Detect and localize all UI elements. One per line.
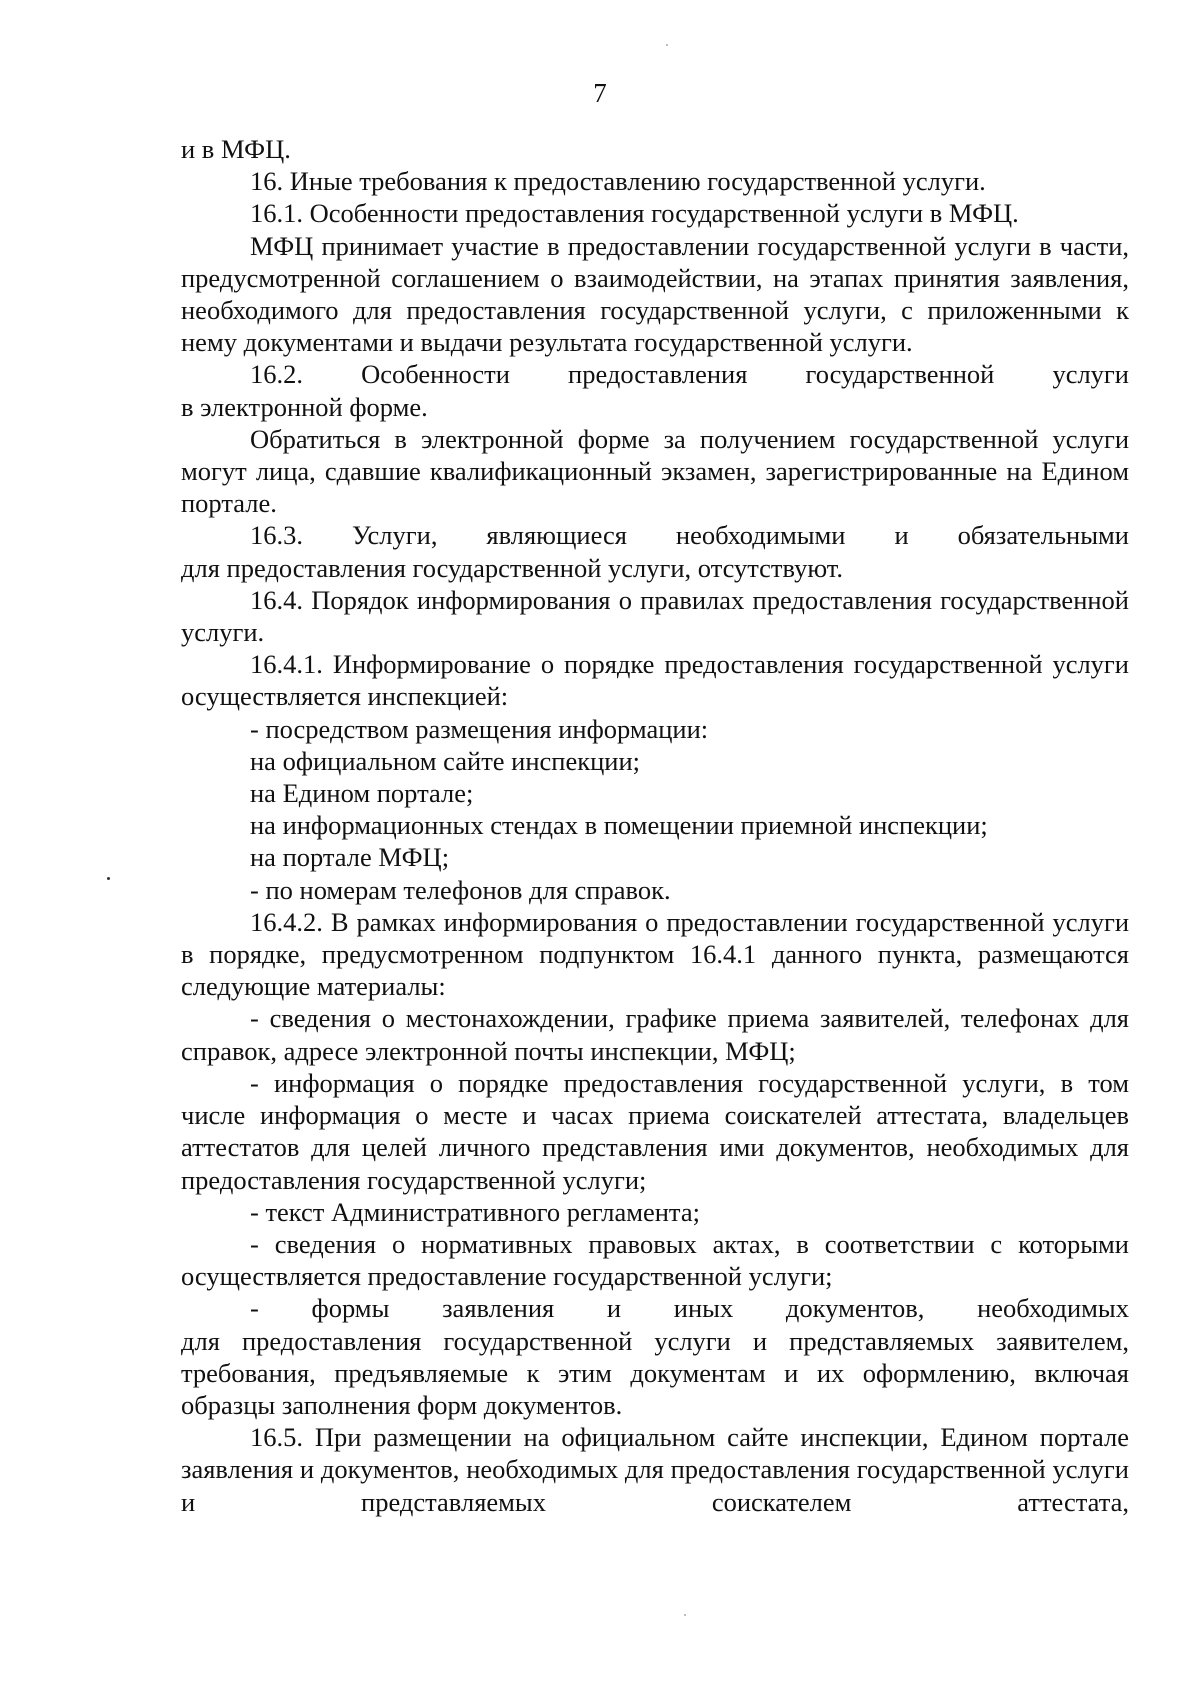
scan-speck: [666, 44, 668, 46]
paragraph: 16.2. Особенности предоставления государственной услуги: [250, 359, 1129, 390]
paragraph: на Едином портале;: [250, 778, 474, 809]
paragraph: 16.3. Услуги, являющиеся необходимыми и обязательными: [250, 520, 1129, 551]
paragraph: 16.5. При размещении на официальном сайте инспекции, Едином портале заявления и документов, необходимых для предоставления государственной услуги и представляемых соискателем аттестата,: [181, 1422, 1129, 1517]
paragraph: в электронной форме.: [181, 391, 428, 422]
scan-speck: [107, 877, 110, 880]
paragraph: 16.4.2. В рамках информирования о предоставлении государственной услуги в порядке, предусмотренном подпунктом 16.4.1 данного пункта, размещаются следующие материалы:: [181, 906, 1129, 1002]
paragraph: на информационных стендах в помещении приемной инспекции;: [250, 810, 988, 841]
paragraph: 16.4. Порядок информирования о правилах предоставления государственной услуги.: [181, 584, 1129, 648]
paragraph: - сведения о местонахождении, графике приема заявителей, телефонах для справок, адресе электронной почты инспекции, МФЦ;: [181, 1003, 1129, 1066]
paragraph: МФЦ принимает участие в предоставлении государственной услуги в части, предусмотренной соглашением о взаимодействии, на этапах принятия заявления, необходимого для предоставления государственной услуги, с приложенными к нему документами и выдачи результата государственной услуги.: [181, 230, 1129, 358]
paragraph: - текст Административного регламента;: [250, 1196, 700, 1227]
paragraph: - посредством размещения информации:: [250, 713, 709, 744]
paragraph: - сведения о нормативных правовых актах, в соответствии с которыми осуществляется предоставление государственной услуги;: [181, 1228, 1129, 1292]
page-number: 7: [593, 78, 607, 108]
paragraph: - по номерам телефонов для справок.: [250, 874, 671, 905]
scan-speck: [684, 1614, 686, 1616]
paragraph: для предоставления государственной услуги и представляемых заявителем, требования, предъявляемые к этим документам и их оформлению, включая образцы заполнения форм документов.: [181, 1325, 1129, 1420]
paragraph: Обратиться в электронной форме за получением государственной услуги могут лица, сдавшие квалификационный экзамен, зарегистрированные на Едином портале.: [181, 423, 1129, 519]
paragraph: на портале МФЦ;: [250, 842, 450, 873]
paragraph: - формы заявления и иных документов, необходимых: [250, 1293, 1129, 1324]
paragraph: на официальном сайте инспекции;: [250, 745, 641, 776]
paragraph: для предоставления государственной услуги, отсутствуют.: [181, 552, 844, 583]
paragraph: - информация о порядке предоставления государственной услуги, в том числе информация о месте и часах приема соискателей аттестата, владельцев аттестатов для целей личного представления ими документов, необходимых для предоставления государственной услуги;: [181, 1067, 1129, 1195]
paragraph: и в МФЦ.: [181, 134, 291, 164]
paragraph: 16.1. Особенности предоставления государственной услуги в МФЦ.: [250, 198, 1019, 229]
paragraph: 16.4.1. Информирование о порядке предоставления государственной услуги осуществляется инспекцией:: [181, 649, 1129, 712]
paragraph: 16. Иные требования к предоставлению государственной услуги.: [250, 166, 986, 197]
document-body: [181, 133, 1129, 1518]
